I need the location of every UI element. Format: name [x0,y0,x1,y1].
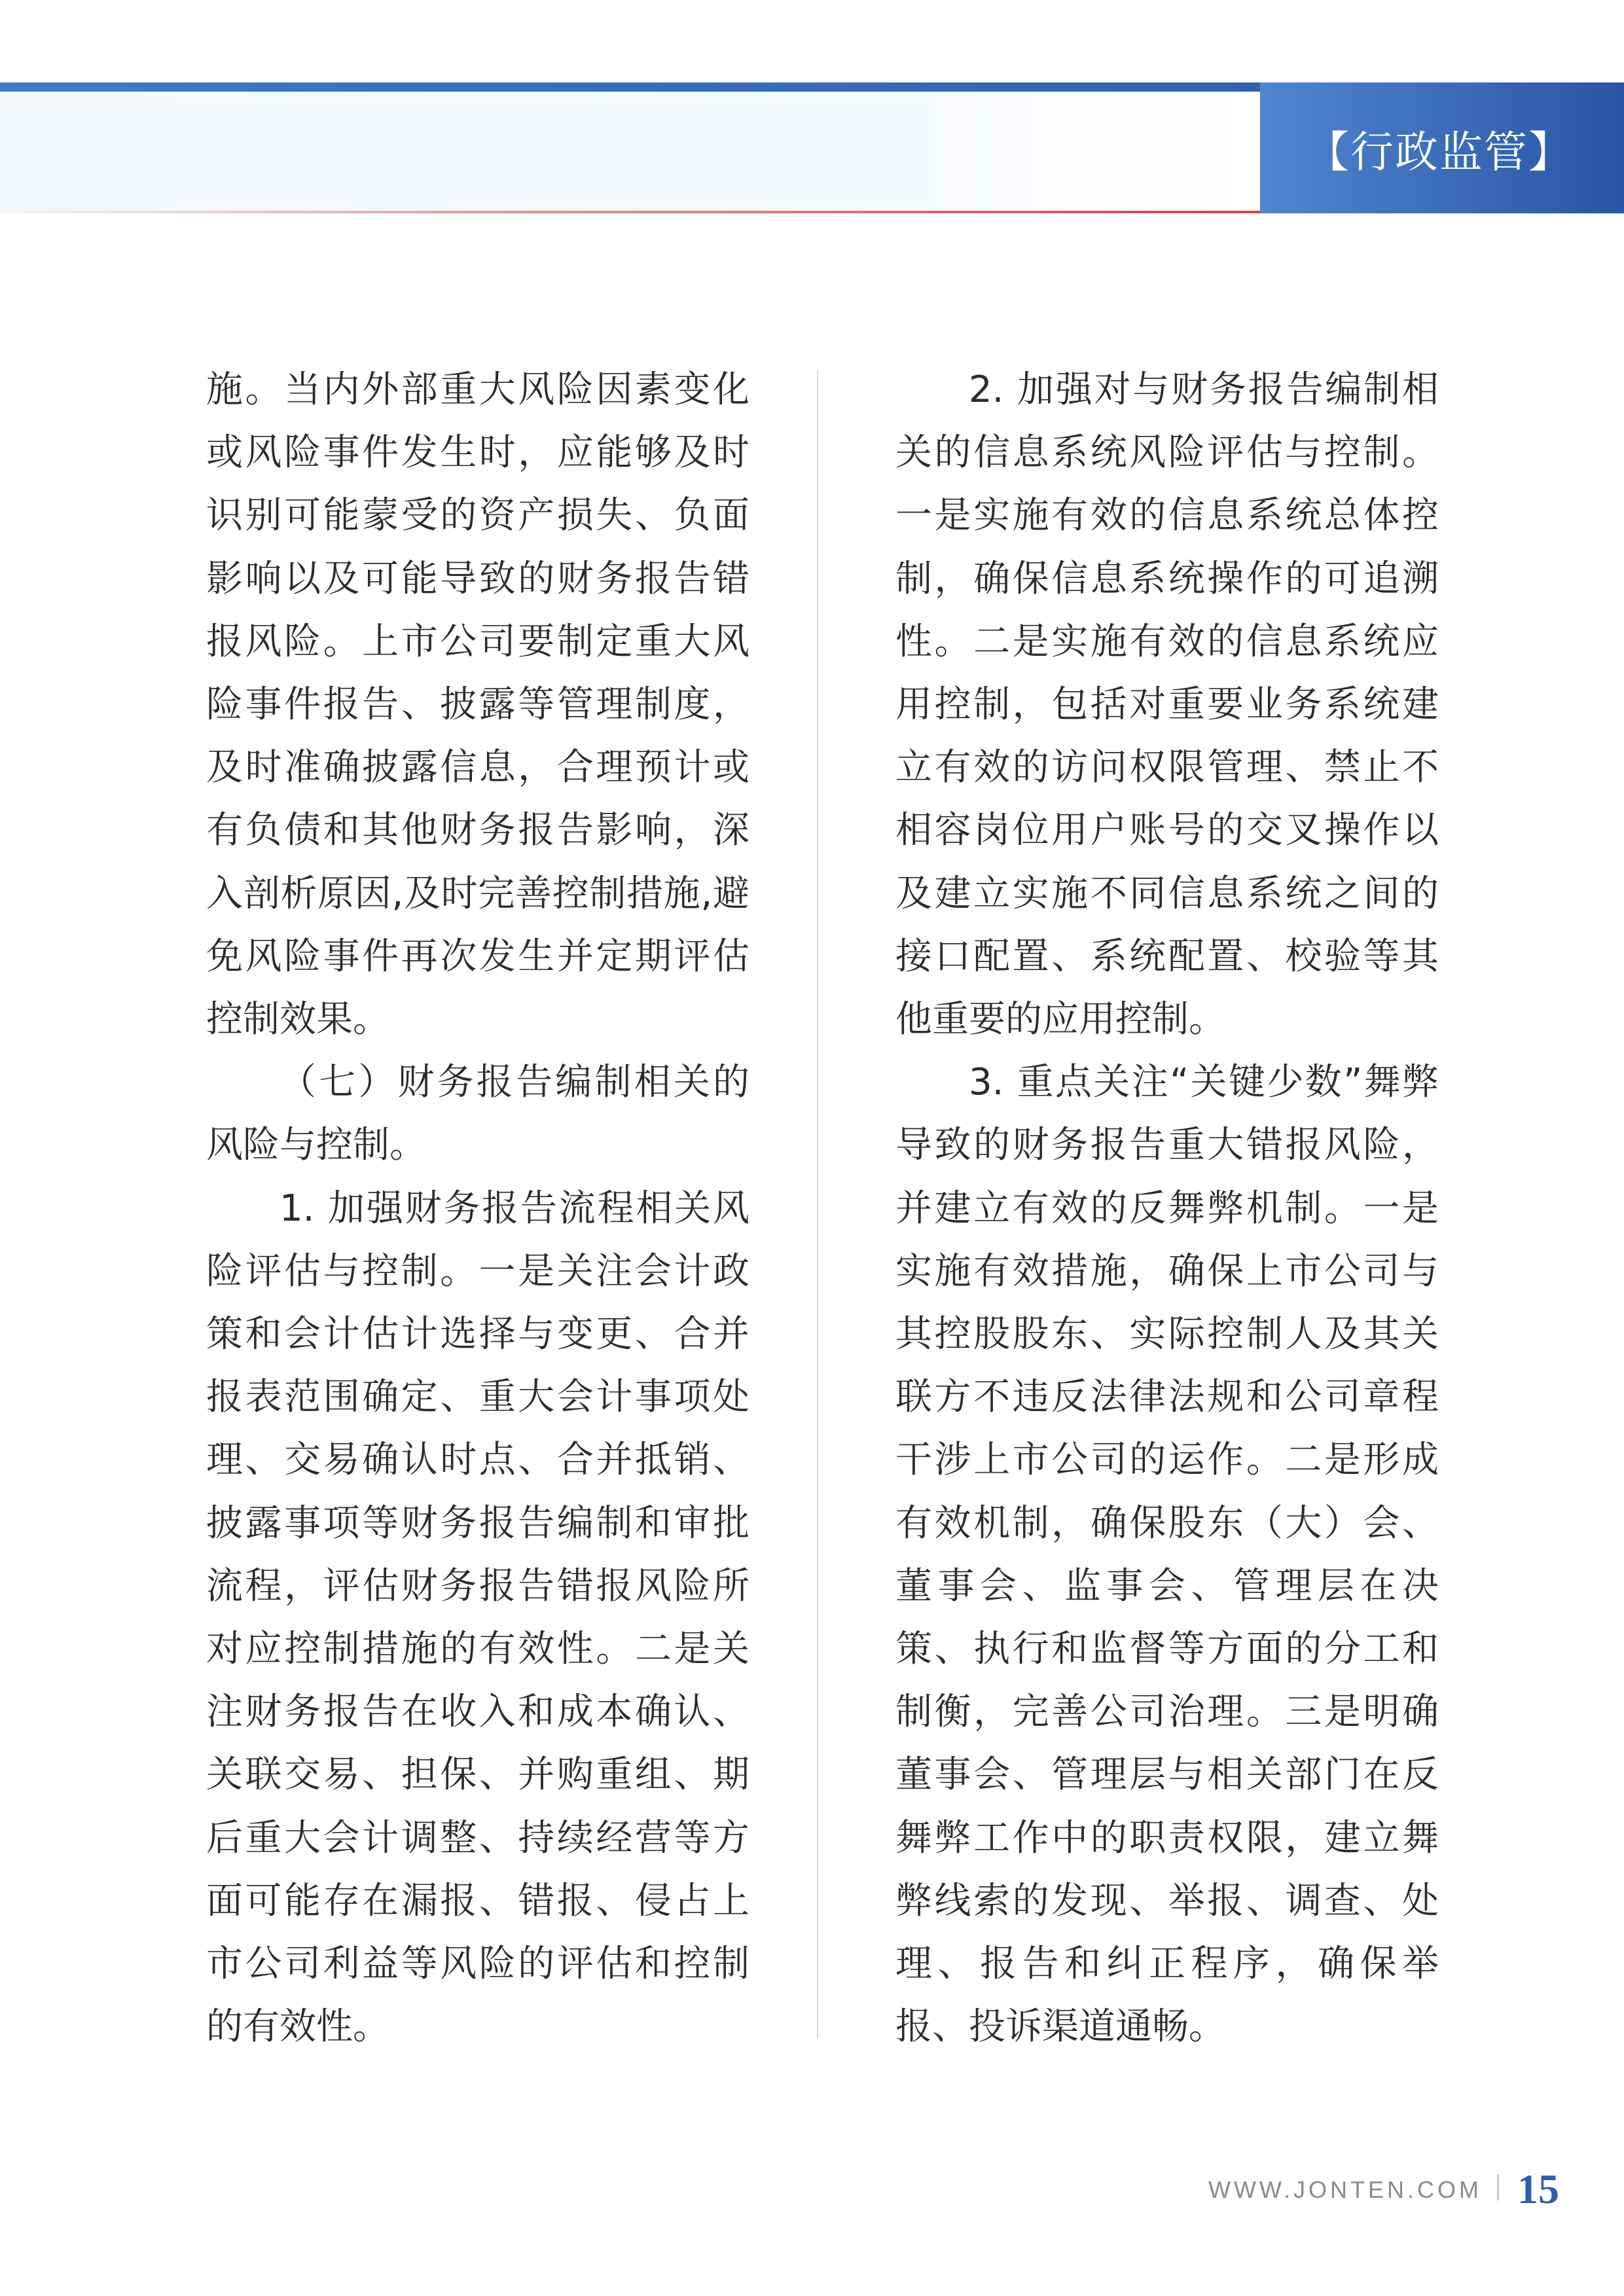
body-paragraph: 1. 加强财务报告流程相关风险评估与控制。一是关注会计政策和会计估计选择与变更、合并报表范围确定、重大会计事项处理、交易确认时点、合并抵销、披露事项等财务报告编制和审批流程，评估财务报告错报风险所对应控制措施的有效性。二是关注财务报告在收入和成本确认、关联交易、担保、并购重组、期后重大会计调整、持续经营等方面可能存在漏报、错报、侵占上市公司利益等风险的评估和控制的有效性。 [206,1187,749,2049]
header-band [0,92,1260,213]
footer-website: WWW.JONTEN.COM [1208,2176,1482,2203]
right-column [895,359,1439,2058]
section-tag [1260,82,1624,213]
body-paragraph: 施。当内外部重大风险因素变化或风险事件发生时，应能够及时识别可能蒙受的资产损失、负面影响以及可能导致的财务报告错报风险。上市公司要制定重大风险事件报告、披露等管理制度，及时准确披露信息，合理预计或有负债和其他财务报告影响，深入剖析原因,及时完善控制措施,避免风险事件再次发生并定期评估控制效果。 [206,368,749,1041]
section-tag-label: 【行政监管】 [1306,126,1573,177]
left-column [206,359,749,2058]
body-paragraph: 2. 加强对与财务报告编制相关的信息系统风险评估与控制。一是实施有效的信息系统总体控制，确保信息系统操作的可追溯性。二是实施有效的信息系统应用控制，包括对重要业务系统建立有效的访问权限管理、禁止不相容岗位用户账号的交叉操作以及建立实施不同信息系统之间的接口配置、系统配置、校验等其他重要的应用控制。 [895,368,1439,1041]
header-accent-line [0,82,1260,92]
footer-separator [1497,2174,1499,2200]
header-divider-line [0,211,1260,213]
body-paragraph: 3. 重点关注“关键少数”舞弊导致的财务报告重大错报风险，并建立有效的反舞弊机制。一是实施有效措施，确保上市公司与其控股股东、实际控制人及其关联方不违反法律法规和公司章程干涉上市公司的运作。二是形成有效机制，确保股东（大）会、董事会、监事会、管理层在决策、执行和监督等方面的分工和制衡，完善公司治理。三是明确董事会、管理层与相关部门在反舞弊工作中的职责权限，建立舞弊线索的发现、举报、调查、处理、报告和纠正程序，确保举报、投诉渠道通畅。 [895,1061,1439,2049]
column-divider [817,370,818,2039]
page-number: 15 [1517,2166,1559,2212]
section-heading: （七）财务报告编制相关的风险与控制。 [206,1061,749,1167]
